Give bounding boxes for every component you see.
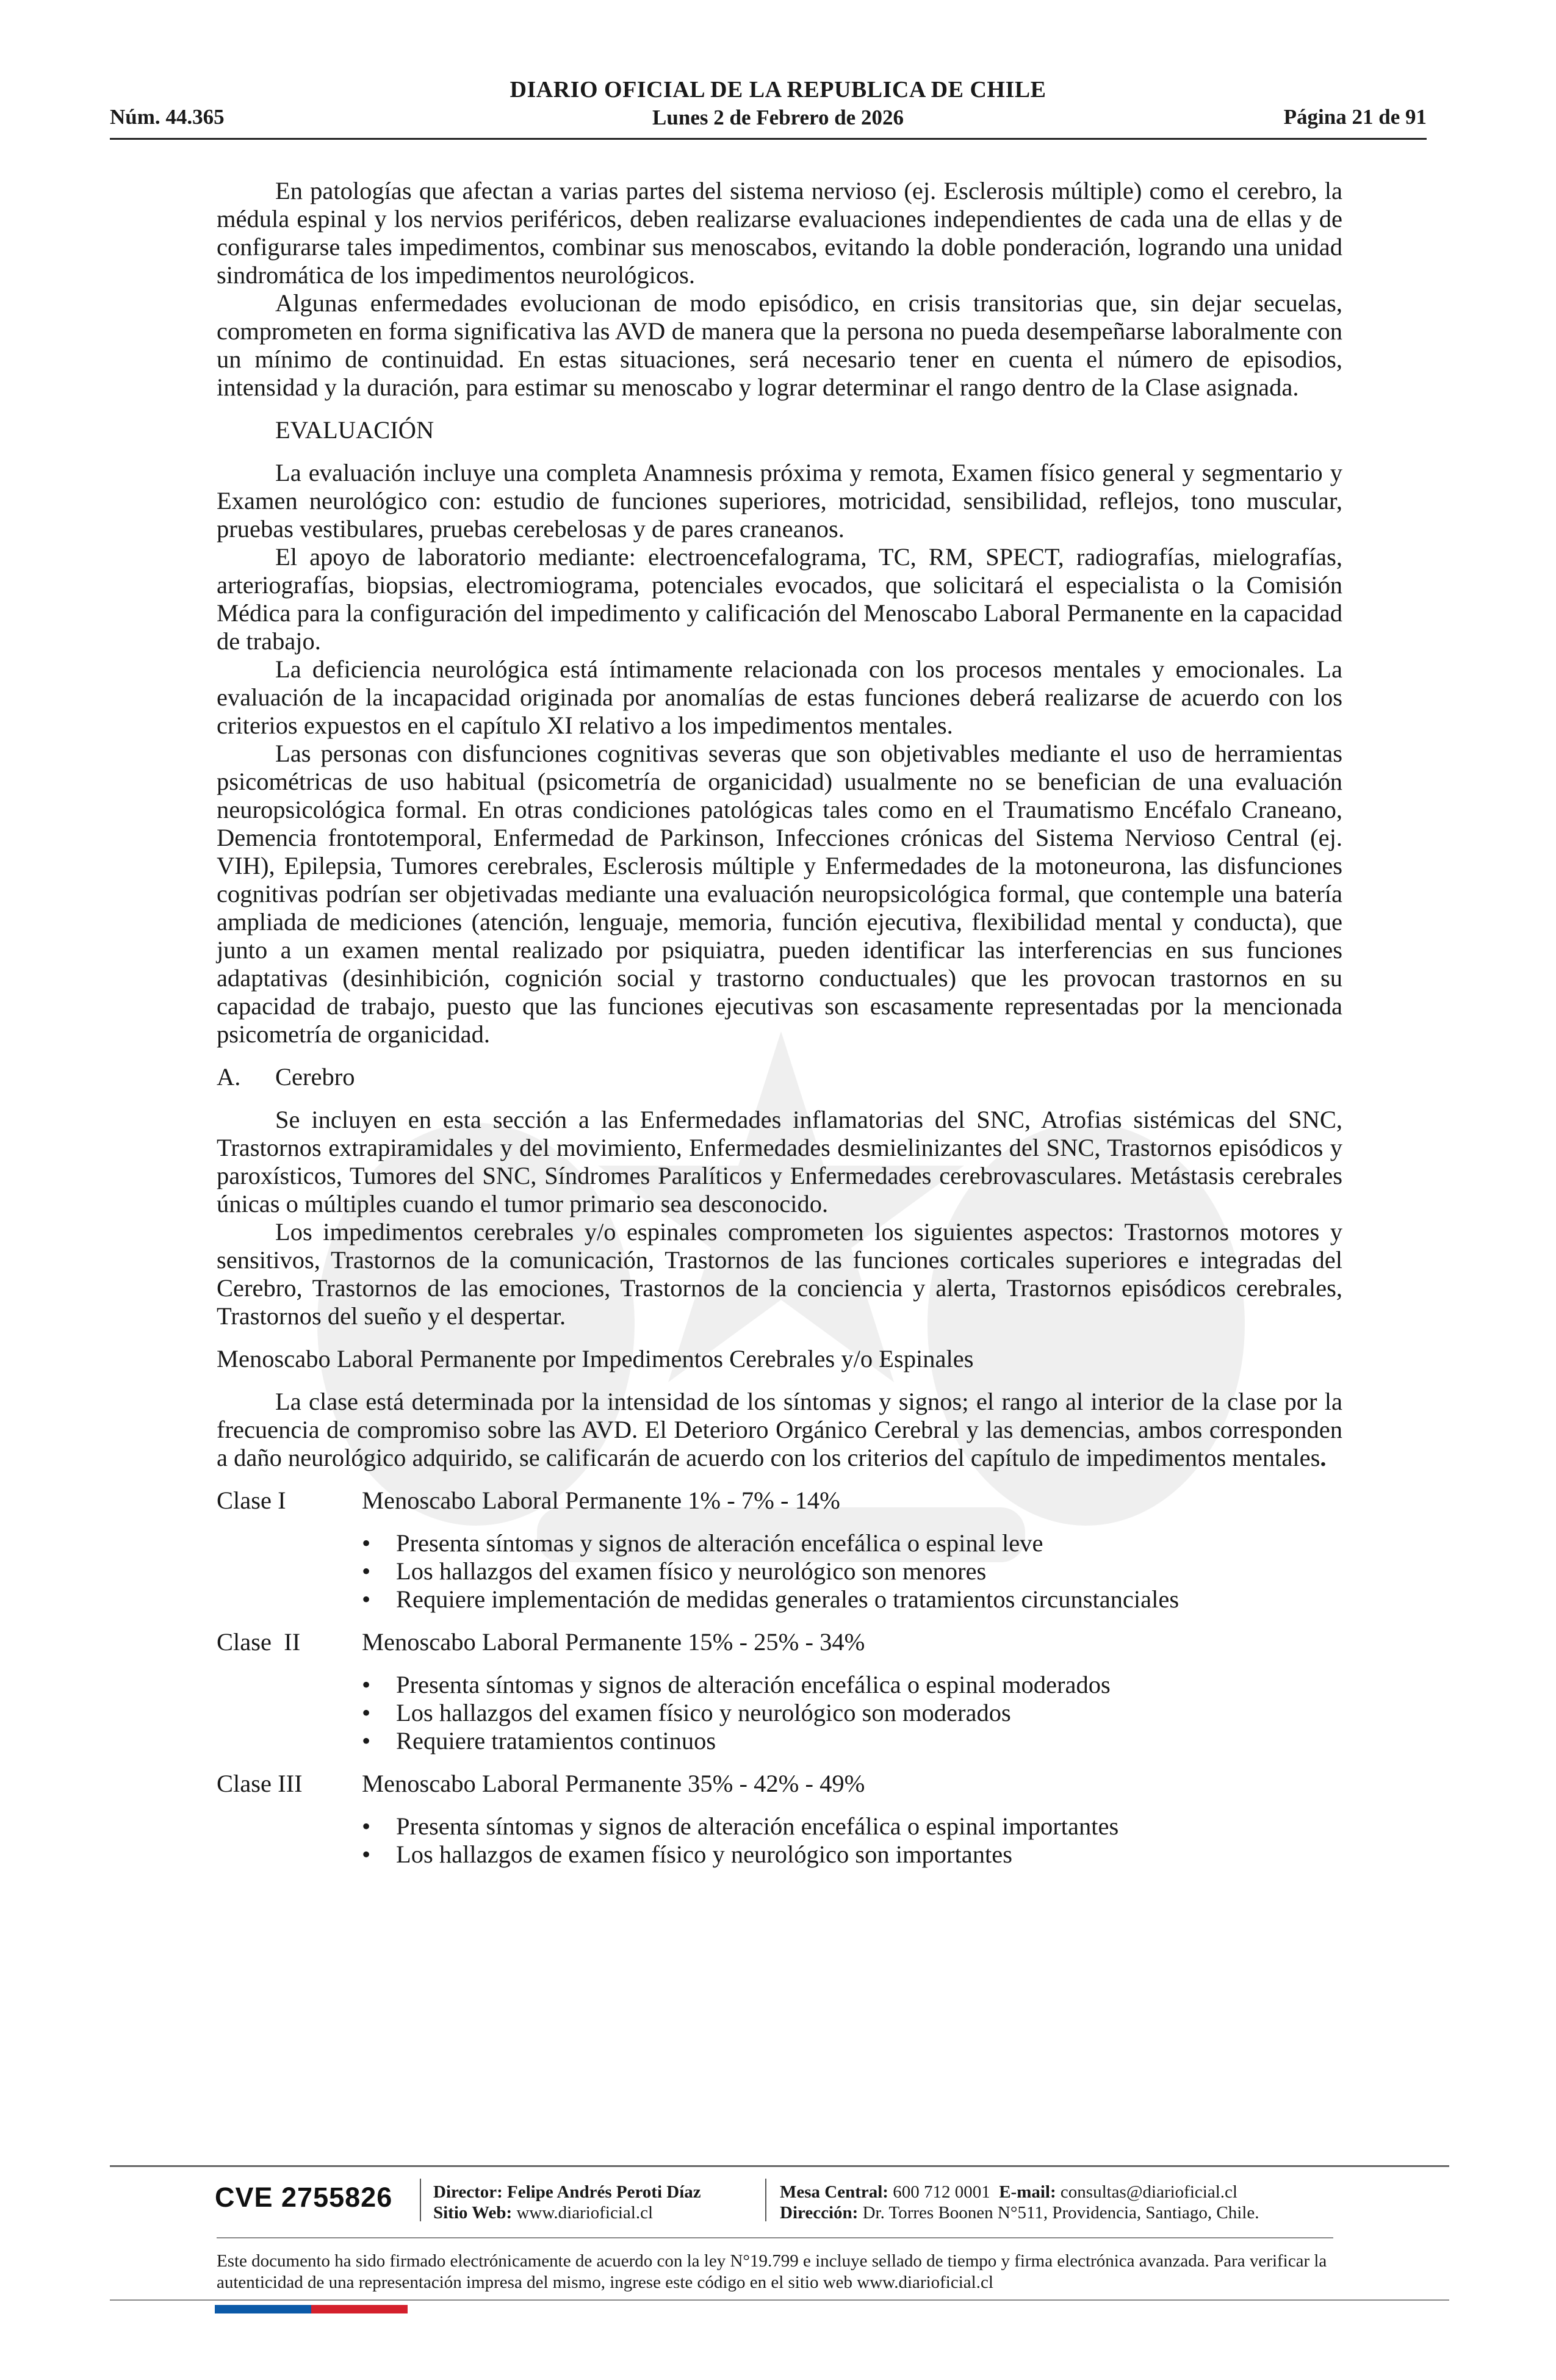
- mesa-label: Mesa Central:: [780, 2182, 888, 2202]
- footer-divider: [217, 2237, 1333, 2238]
- publication-date: Lunes 2 de Febrero de 2026: [652, 106, 904, 129]
- paragraph: Las personas con disfunciones cognitivas severas que son objetivables mediante el uso de herramientas psicométricas de uso habitual (psicometría de organicidad) usualmente no se benefician de una evaluación neuropsicológica formal. En otras condiciones patológicas tales como en el Traumatismo Encéfalo Craneano, Demencia frontotemporal, Enfermedad de Parkinson, Infecciones crónicas del Sistema Nervioso Central (ej. VIH), Epilepsia, Tumores cerebrales, Esclerosis múltiple y Enfermedades de la motoneurona, las disfunciones cognitivas podrían ser objetivadas mediante una evaluación neuropsicológica formal, que contemple una batería ampliada de mediciones (atención, lenguaje, memoria, función ejecutiva, flexibilidad mental y conducta), que junto a un examen mental realizado por psiquiatra, pueden identificar las interferencias en sus funciones adaptativas (desinhibición, cognición social y trastorno conductuales) que les provocan trastornos en su capacidad de trabajo, puesto que las funciones ejecutivas son escasamente representadas por la mencionada psicometría de organicidad.: [217, 740, 1342, 1048]
- section-heading-evaluacion: EVALUACIÓN: [275, 416, 434, 444]
- document-body: [217, 177, 1342, 1869]
- email-label: E-mail:: [999, 2182, 1056, 2202]
- bullet-list: [217, 1671, 1342, 1755]
- clase-description: Menoscabo Laboral Permanente 15% - 25% - 34%: [362, 1628, 865, 1656]
- header-divider: [110, 138, 1427, 140]
- section-letter: A.: [217, 1063, 241, 1091]
- bullet-list: [217, 1812, 1342, 1869]
- paragraph-period: .: [1320, 1444, 1327, 1471]
- paragraph-text: La clase está determinada por la intensidad de los síntomas y signos; el rango al interior de la clase por la frecuencia de compromiso sobre las AVD. El Deterioro Orgánico Cerebral y las demencias, ambos corresponden a daño neurológico adquirido, se calificarán de acuerdo con los criterios del capítulo de impedimentos mentales: [217, 1388, 1342, 1471]
- clase-label: Clase II: [217, 1628, 301, 1656]
- list-item: • Requiere implementación de medidas generales o tratamientos circunstanciales: [362, 1585, 1342, 1614]
- bullet-list: [217, 1529, 1342, 1614]
- email-link[interactable]: consultas@diarioficial.cl: [1060, 2182, 1237, 2202]
- list-item: • Presenta síntomas y signos de alteración encefálica o espinal moderados: [362, 1671, 1342, 1699]
- paragraph: El apoyo de laboratorio mediante: electroencefalograma, TC, RM, SPECT, radiografías, mielografías, arteriografías, biopsias, electromiograma, potenciales evocados, que solicitará el especialista o la Comisión Médica para la configuración del impedimento y calificación del Menoscabo Laboral Permanente en la capacidad de trabajo.: [217, 543, 1342, 655]
- section-title: Cerebro: [275, 1063, 355, 1091]
- direccion-value: Dr. Torres Boonen N°511, Providencia, Santiago, Chile.: [862, 2203, 1259, 2223]
- mesa-phone: 600 712 0001: [893, 2182, 990, 2202]
- direccion-label: Dirección:: [780, 2203, 859, 2223]
- list-item: • Presenta síntomas y signos de alteración encefálica o espinal leve: [362, 1529, 1342, 1557]
- paragraph: La deficiencia neurológica está íntimamente relacionada con los procesos mentales y emocionales. La evaluación de la incapacidad originada por anomalías de estas funciones deberá realizarse de acuerdo con los criterios expuestos en el capítulo XI relativo a los impedimentos mentales.: [217, 655, 1342, 739]
- footer-divider: [110, 2299, 1449, 2301]
- clase-row: [217, 1770, 1342, 1798]
- clase-label: Clase III: [217, 1770, 303, 1797]
- paragraph: Los impedimentos cerebrales y/o espinales comprometen los siguientes aspectos: Trastornos motores y sensitivos, Trastornos de la comunicación, Trastornos de las funciones corticales superiores e integradas del Cerebro, Trastornos de las emociones, Trastornos de la conciencia y alerta, Trastornos episódicos cerebrales, Trastornos del sueño y el despertar.: [217, 1218, 1342, 1330]
- paragraph: La evaluación incluye una completa Anamnesis próxima y remota, Examen físico general y segmentario y Examen neurológico con: estudio de funciones superiores, motricidad, sensibilidad, reflejos, tono muscular, pruebas vestibulares, pruebas cerebelosas y de pares craneanos.: [217, 459, 1342, 543]
- paragraph: Se incluyen en esta sección a las Enfermedades inflamatorias del SNC, Atrofias sistémicas del SNC, Trastornos extrapiramidales y del movimiento, Enfermedades desmielinizantes del SNC, Trastornos episódicos y paroxísticos, Tumores del SNC, Síndromes Paralíticos y Enfermedades cerebrovasculares. Metástasis cerebrales únicas o múltiples cuando el tumor primario sea desconocido.: [217, 1106, 1342, 1217]
- paragraph: En patologías que afectan a varias partes del sistema nervioso (ej. Esclerosis múltiple) como el cerebro, la médula espinal y los nervios periféricos, deben realizarse evaluaciones independientes de cada una de ellas y de configurarse tales impedimentos, combinar sus menoscabos, evitando la doble ponderación, logrando una unidad sindromática de los impedimentos neurológicos.: [217, 177, 1342, 289]
- publication-title: DIARIO OFICIAL DE LA REPUBLICA DE CHILE: [510, 77, 1046, 103]
- website-label: Sitio Web:: [433, 2203, 513, 2223]
- footer-separator: [765, 2179, 766, 2221]
- list-item: • Los hallazgos del examen físico y neurológico son moderados: [362, 1699, 1342, 1727]
- clase-label: Clase I: [217, 1487, 286, 1514]
- footer-divider: [110, 2165, 1449, 2167]
- section-heading-menoscabo: Menoscabo Laboral Permanente por Impedimentos Cerebrales y/o Espinales: [217, 1345, 974, 1372]
- footer-contact-block: [780, 2182, 1259, 2223]
- website-link[interactable]: www.diarioficial.cl: [516, 2203, 654, 2223]
- clase-description: Menoscabo Laboral Permanente 35% - 42% - 49%: [362, 1770, 865, 1797]
- masthead: [366, 76, 1190, 130]
- flag-stripe-blue: [215, 2305, 311, 2313]
- clase-row: [217, 1628, 1342, 1656]
- legal-notice: Este documento ha sido firmado electrónicamente de acuerdo con la ley N°19.799 e incluye sellado de tiempo y firma electrónica avanzada. Para verificar la autenticidad de una representación impresa del mismo, ingrese este código en el sitio web www.diarioficial.cl: [217, 2251, 1327, 2292]
- clase-row: [217, 1487, 1342, 1515]
- cve-code: CVE 2755826: [215, 2182, 393, 2213]
- list-item: • Los hallazgos de examen físico y neurológico son importantes: [362, 1841, 1342, 1869]
- list-item: • Requiere tratamientos continuos: [362, 1727, 1342, 1755]
- list-item: • Presenta síntomas y signos de alteración encefálica o espinal importantes: [362, 1812, 1342, 1841]
- footer-separator: [420, 2179, 421, 2221]
- paragraph: [217, 1388, 1342, 1472]
- section-heading-cerebro: [217, 1063, 1342, 1091]
- clase-description: Menoscabo Laboral Permanente 1% - 7% - 14%: [362, 1487, 840, 1514]
- flag-stripe-red: [311, 2305, 408, 2313]
- footer-director-block: [433, 2182, 701, 2223]
- issue-number: Núm. 44.365: [110, 105, 225, 129]
- page-indicator: Página 21 de 91: [1283, 105, 1427, 129]
- list-item: • Los hallazgos del examen físico y neurológico son menores: [362, 1557, 1342, 1585]
- director-name: Felipe Andrés Peroti Díaz: [507, 2182, 701, 2202]
- paragraph: Algunas enfermedades evolucionan de modo episódico, en crisis transitorias que, sin dejar secuelas, comprometen en forma significativa las AVD de manera que la persona no pueda desempeñarse laboralmente con un mínimo de continuidad. En estas situaciones, será necesario tener en cuenta el número de episodios, intensidad y la duración, para estimar su menoscabo y lograr determinar el rango dentro de la Clase asignada.: [217, 289, 1342, 401]
- director-label: Director:: [433, 2182, 503, 2202]
